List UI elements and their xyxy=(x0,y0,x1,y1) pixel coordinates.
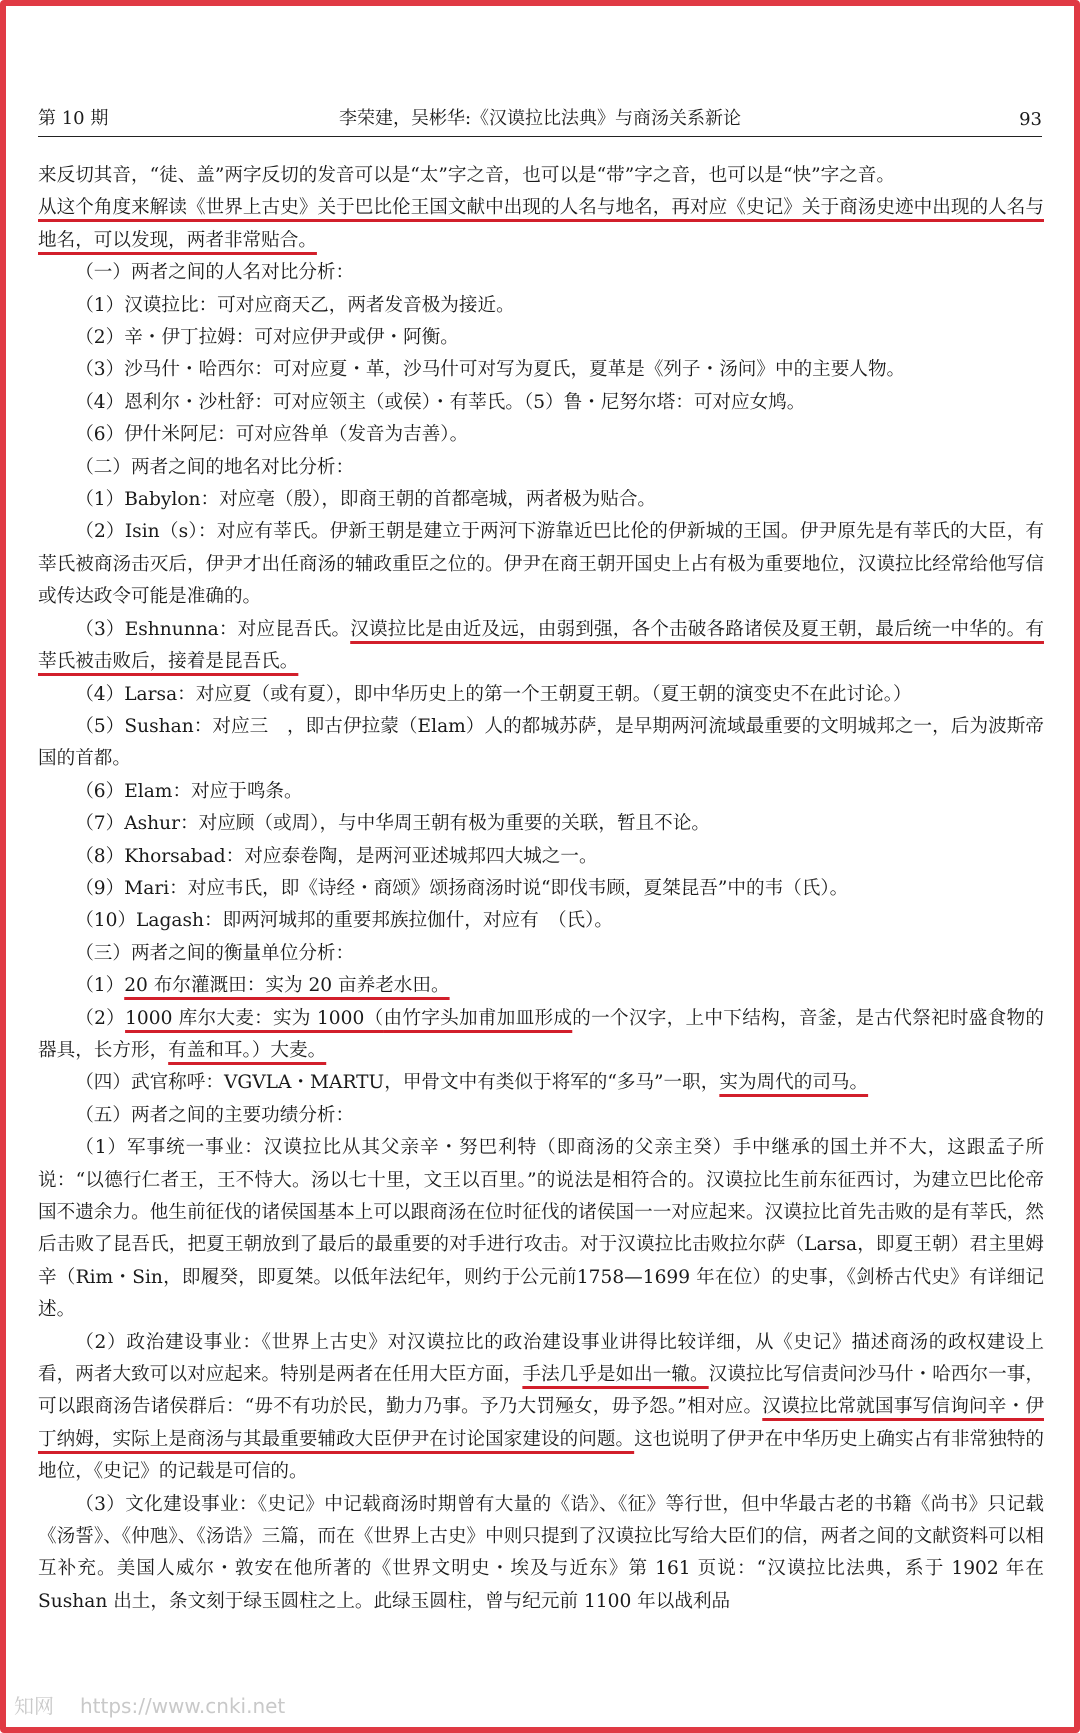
text-run: （四）武官称呼：VGVLA・MARTU，甲骨文中有类似于将军的“多马”一职， xyxy=(75,1072,720,1094)
list-item xyxy=(38,1327,1044,1489)
highlighted-text: 汉谟拉比是由近及远，由弱到强，各个击破各路诸侯及夏王朝，最后统一中华的。有莘氏被击败后，接着是昆吾氏。 xyxy=(38,618,1044,673)
paragraph xyxy=(38,192,1044,257)
list-item: （3）文化建设事业：《史记》中记载商汤时期曾有大量的《诰》、《征》等行世，但中华最古老的书籍《尚书》只记载《汤誓》、《仲虺》、《汤诰》三篇，而在《世界上古史》中则只提到了汉谟拉比写给大臣们的信，两者之间的文献资料可以相互补充。美国人威尔・敦安在他所著的《世界文明史・埃及与近东》第 161 页说：“汉谟拉比法典，系于 1902 年在 Sushan 出土，条文刻于绿玉圆柱之上。此绿玉圆柱，曾与纪元前 1100 年以战利品 xyxy=(38,1493,1044,1612)
list-item: （9）Mari：对应韦氏，即《诗经・商颂》颂扬商汤时说“即伐韦顾，夏桀昆吾”中的韦（氏）。 xyxy=(75,877,849,899)
highlighted-text: 实为周代的司马。 xyxy=(719,1072,869,1094)
list-item: （7）Ashur：对应顾（或周），与中华周王朝有极为重要的关联，暂且不论。 xyxy=(75,813,710,835)
highlighted-text: 1000 库尔大麦：实为 1000（ xyxy=(125,1007,384,1029)
text-run: （2）政治建设事业：《世界上古史》对汉谟拉比的政治建设事业讲得比较详细，从《史记》描述商汤的政权建设上看，两者大致可以对应起来。特别是两者在任用大臣方面， xyxy=(38,1331,1044,1386)
running-title: 李荣建，吴彬华:《汉谟拉比法典》与商汤关系新论 xyxy=(338,108,742,129)
journal-issue: 第 10 期 xyxy=(38,108,109,129)
list-item: （2）辛・伊丁拉姆：可对应伊尹或伊・阿衡。 xyxy=(75,327,459,349)
article-body xyxy=(38,160,1044,1618)
highlighted-text: 手法几乎是如出一辙。 xyxy=(522,1364,709,1386)
highlighted-text: 从这个角度来解读《世界上古史》关于巴比伦王国文献中出现的人名与地名，再对应《史记》关于商汤史迹中出现的人名与地名，可以发现，两者非常贴合。 xyxy=(38,197,1044,251)
list-item: （1）军事统一事业：汉谟拉比从其父亲辛・努巴利特（即商汤的父亲主癸）手中继承的国土并不大，这跟孟子所说：“以德行仁者王，王不恃大。汤以七十里，文王以百里。”的说法是相符合的。汉谟拉比生前东征西讨，为建立巴比伦帝国不遗余力。他生前征伐的诸侯国基本上可以跟商汤在位时征伐的诸侯国一一对应起来。汉谟拉比首先击败的是有莘氏，然后击败了昆吾氏，把夏王朝放到了最后的最重要的对手进行攻击。对于汉谟拉比击败拉尔萨（Larsa，即夏王朝）君主里姆辛（Rim・Sin，即履癸，即夏桀。以低年法纪年，则约于公元前1758—1699 年在位）的史事，《剑桥古代史》有详细记述。 xyxy=(38,1137,1044,1321)
text-run: （3）Eshnunna：对应昆吾氏。 xyxy=(75,618,351,640)
list-item: （3）沙马什・哈西尔：可对应夏・革，沙马什可对写为夏氏，夏革是《列子・汤问》中的主要人物。 xyxy=(75,359,906,381)
list-item: （2）Isin（s）：对应有莘氏。伊新王朝是建立于两河下游靠近巴比伦的伊新城的王国。伊尹原先是有莘氏的大臣，有莘氏被商汤击灭后，伊尹才出任商汤的辅政重臣之位的。伊尹在商王朝开国史上占有极为重要地位，汉谟拉比经常给他写信或传达政令可能是准确的。 xyxy=(38,521,1044,608)
list-item: （1）汉谟拉比：可对应商天乙，两者发音极为接近。 xyxy=(75,294,515,316)
list-item xyxy=(38,1067,1044,1099)
watermark-url: https://www.cnki.net xyxy=(80,1694,286,1718)
list-item: （10）Lagash：即两河城邦的重要邦族拉伽什，对应有 （氏）。 xyxy=(75,910,614,932)
text-run: 汉谟拉比写信责问沙马什・哈西尔一事，可以跟商汤告诸侯群后：“毋不有功於民，勤力乃事。予乃大罚殛女，毋予怨。”相对应。 xyxy=(38,1364,1044,1418)
list-item xyxy=(38,1003,1044,1068)
text-run: 的一个汉字，上中下结构，音釜，是古代祭祀时盛食物的器具，长方形， xyxy=(38,1007,1044,1061)
list-item xyxy=(38,970,1044,1002)
text-run: （2） xyxy=(75,1007,126,1029)
highlighted-text: 汉谟拉比常就国事写信询问辛・伊丁纳姆，实际上是商汤与其最重要辅政大臣伊尹在讨论国家建设的问题。 xyxy=(38,1396,1044,1450)
section-heading: （三）两者之间的衡量单位分析： xyxy=(75,942,355,964)
watermark xyxy=(14,1690,311,1719)
section-heading: （五）两者之间的主要功绩分析： xyxy=(75,1104,355,1126)
list-item: （1）Babylon：对应亳（殷），即商王朝的首都亳城，两者极为贴合。 xyxy=(75,489,657,511)
list-item: （8）Khorsabad：对应泰卷陶，是两河亚述城邦四大城之一。 xyxy=(75,845,598,867)
watermark-brand: 知网 xyxy=(14,1694,54,1718)
list-item: （4）恩利尔・沙杜舒：可对应领主（或侯）・有莘氏。（5）鲁・尼努尔塔：可对应女鸠。 xyxy=(75,391,806,413)
page-number: 93 xyxy=(1019,109,1042,130)
list-item: （6）伊什米阿尼：可对应咎单（发音为吉善）。 xyxy=(75,424,469,446)
highlighted-text: 由竹字头加甫加皿形成 xyxy=(383,1007,573,1029)
highlighted-text: 有盖和耳。）大麦。 xyxy=(168,1039,327,1061)
text-run: （1） xyxy=(75,975,125,997)
text-run: 来反切其音，“徒、盖”两字反切的发音可以是“太”字之音，也可以是“带”字之音，也可以是“快”字之音。 xyxy=(38,165,895,186)
list-item: （4）Larsa：对应夏（或有夏），即中华历史上的第一个王朝夏王朝。（夏王朝的演变史不在此讨论。） xyxy=(75,683,912,705)
section-heading: （二）两者之间的地名对比分析： xyxy=(75,456,355,478)
list-item: （6）Elam：对应于鸣条。 xyxy=(75,780,303,802)
section-heading: （一）两者之间的人名对比分析： xyxy=(75,262,355,284)
page-header xyxy=(38,102,1042,137)
paragraph xyxy=(38,160,1044,192)
text-run: 这也说明了伊尹在中华历史上确实占有非常独特的地位，《史记》的记载是可信的。 xyxy=(38,1428,1044,1483)
highlighted-text: 20 布尔灌溉田：实为 20 亩养老水田。 xyxy=(124,975,450,997)
list-item: （5）Sushan：对应三 ，即古伊拉蒙（Elam）人的都城苏萨，是早期两河流域最重要的文明城邦之一，后为波斯帝国的首都。 xyxy=(38,715,1044,770)
list-item xyxy=(38,614,1044,679)
